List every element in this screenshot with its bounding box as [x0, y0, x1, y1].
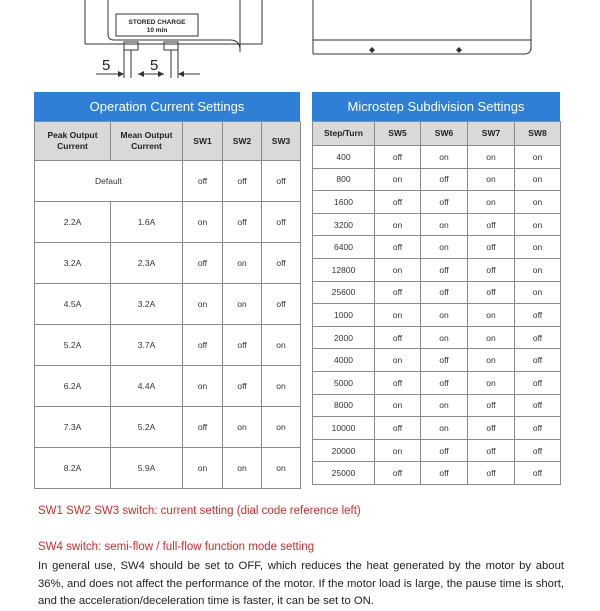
default-sw3: off: [262, 161, 301, 202]
step-turn-cell: 4000: [313, 349, 375, 372]
table-row: [313, 258, 561, 281]
sw8-cell: on: [515, 146, 561, 169]
peak-current-cell: 5.2A: [35, 325, 111, 366]
sw3-cell: on: [262, 407, 301, 448]
header-step-turn: Step/Turn: [313, 122, 375, 146]
table-row: [313, 213, 561, 236]
step-turn-cell: 400: [313, 146, 375, 169]
sw8-cell: on: [515, 191, 561, 214]
step-turn-cell: 3200: [313, 213, 375, 236]
sw3-cell: on: [262, 448, 301, 489]
sw4-note-body: In general use, SW4 should be set to OFF, which reduces the heat generated by the motor by about 36%, and does not affect the performance of the motor. If the motor load is large, the pause time is short, and the acceleration/deceleration time is faster, it can be set to ON.: [38, 560, 564, 607]
table-row: [313, 417, 561, 440]
sw8-cell: off: [515, 349, 561, 372]
sw7-cell: on: [468, 146, 515, 169]
sw2-cell: off: [223, 202, 262, 243]
table-row: [35, 325, 301, 366]
stored-charge-time: 10 min: [146, 27, 168, 34]
microstep-subdivision-grid: [312, 121, 561, 485]
mean-current-cell: 4.4A: [111, 366, 183, 407]
step-turn-cell: 1000: [313, 304, 375, 327]
sw8-cell: on: [515, 213, 561, 236]
mean-current-cell: 3.7A: [111, 325, 183, 366]
sw2-cell: on: [223, 407, 262, 448]
sw6-cell: on: [421, 146, 468, 169]
sw5-cell: on: [375, 258, 421, 281]
sw8-cell: off: [515, 439, 561, 462]
table-header-row: [313, 122, 561, 146]
sw6-cell: off: [421, 371, 468, 394]
sw8-cell: off: [515, 417, 561, 440]
sw1-cell: on: [183, 284, 223, 325]
step-turn-cell: 10000: [313, 417, 375, 440]
dimension-drawing: [0, 0, 600, 88]
header-sw7: SW7: [468, 122, 515, 146]
mean-current-cell: 1.6A: [111, 202, 183, 243]
sw2-cell: on: [223, 448, 262, 489]
header-sw1: SW1: [183, 122, 223, 161]
sw5-cell: off: [375, 281, 421, 304]
dimension-left-label: 5: [102, 57, 111, 74]
sw7-cell: off: [468, 213, 515, 236]
sw3-cell: off: [262, 284, 301, 325]
table-header-row: [35, 122, 301, 161]
sw8-cell: on: [515, 258, 561, 281]
sw2-cell: off: [223, 325, 262, 366]
microstep-subdivision-title: Microstep Subdivision Settings: [312, 92, 560, 121]
peak-current-cell: 6.2A: [35, 366, 111, 407]
sw7-cell: on: [468, 371, 515, 394]
sw7-cell: off: [468, 439, 515, 462]
sw7-cell: on: [468, 349, 515, 372]
mean-current-cell: 2.3A: [111, 243, 183, 284]
sw5-cell: off: [375, 417, 421, 440]
table-row: [35, 366, 301, 407]
header-sw5: SW5: [375, 122, 421, 146]
sw7-cell: off: [468, 394, 515, 417]
step-turn-cell: 6400: [313, 236, 375, 259]
sw7-cell: off: [468, 236, 515, 259]
sw5-cell: on: [375, 213, 421, 236]
peak-current-cell: 2.2A: [35, 202, 111, 243]
mean-current-cell: 5.9A: [111, 448, 183, 489]
step-turn-cell: 2000: [313, 326, 375, 349]
header-sw2: SW2: [223, 122, 262, 161]
sw5-cell: off: [375, 191, 421, 214]
sw2-cell: on: [223, 243, 262, 284]
sw6-cell: off: [421, 191, 468, 214]
sw7-cell: off: [468, 417, 515, 440]
table-row: [35, 448, 301, 489]
sw6-cell: off: [421, 439, 468, 462]
sw7-cell: on: [468, 191, 515, 214]
sw6-cell: on: [421, 213, 468, 236]
sw6-cell: on: [421, 417, 468, 440]
sw8-cell: off: [515, 462, 561, 485]
peak-current-cell: 4.5A: [35, 284, 111, 325]
sw6-cell: off: [421, 258, 468, 281]
sw2-cell: on: [223, 284, 262, 325]
sw5-cell: on: [375, 349, 421, 372]
peak-current-cell: 3.2A: [35, 243, 111, 284]
sw8-cell: on: [515, 236, 561, 259]
sw6-cell: off: [421, 462, 468, 485]
sw6-cell: off: [421, 281, 468, 304]
sw3-cell: off: [262, 243, 301, 284]
default-label: Default: [35, 161, 183, 202]
step-turn-cell: 25000: [313, 462, 375, 485]
table-row: [313, 191, 561, 214]
microstep-subdivision-table: [312, 92, 560, 485]
step-turn-cell: 8000: [313, 394, 375, 417]
operation-current-table: [34, 92, 300, 489]
table-row: [313, 462, 561, 485]
sw3-cell: off: [262, 202, 301, 243]
table-row: [313, 371, 561, 394]
stored-charge-label: STORED CHARGE: [128, 19, 186, 26]
sw1-cell: on: [183, 366, 223, 407]
sw5-cell: on: [375, 394, 421, 417]
sw6-cell: off: [421, 349, 468, 372]
table-row: [35, 243, 301, 284]
step-turn-cell: 5000: [313, 371, 375, 394]
sw8-cell: off: [515, 371, 561, 394]
sw2-cell: off: [223, 366, 262, 407]
step-turn-cell: 25600: [313, 281, 375, 304]
table-row: [313, 168, 561, 191]
sw5-cell: on: [375, 439, 421, 462]
header-mean-output-current: Mean Output Current: [111, 122, 183, 161]
sw1-cell: on: [183, 448, 223, 489]
sw8-cell: on: [515, 281, 561, 304]
sw8-cell: off: [515, 326, 561, 349]
table-row: [313, 326, 561, 349]
sw5-cell: off: [375, 371, 421, 394]
header-sw8: SW8: [515, 122, 561, 146]
sw1-cell: on: [183, 202, 223, 243]
sw3-cell: on: [262, 366, 301, 407]
table-row: [313, 146, 561, 169]
sw7-cell: on: [468, 304, 515, 327]
table-row-default: [35, 161, 301, 202]
sw5-cell: off: [375, 326, 421, 349]
operation-current-grid: [34, 121, 301, 489]
mean-current-cell: 3.2A: [111, 284, 183, 325]
header-sw3: SW3: [262, 122, 301, 161]
driver-outline-drawing: [0, 0, 600, 88]
dimension-right-label: 5: [150, 57, 159, 74]
sw123-note: SW1 SW2 SW3 switch: current setting (dial code reference left): [38, 505, 361, 517]
sw6-cell: on: [421, 394, 468, 417]
peak-current-cell: 7.3A: [35, 407, 111, 448]
sw5-cell: off: [375, 462, 421, 485]
sw8-cell: off: [515, 394, 561, 417]
sw6-cell: on: [421, 304, 468, 327]
sw8-cell: on: [515, 168, 561, 191]
sw7-cell: off: [468, 281, 515, 304]
sw6-cell: on: [421, 326, 468, 349]
table-row: [313, 304, 561, 327]
sw1-cell: off: [183, 407, 223, 448]
default-sw2: off: [223, 161, 262, 202]
step-turn-cell: 20000: [313, 439, 375, 462]
table-row: [313, 439, 561, 462]
sw5-cell: off: [375, 236, 421, 259]
step-turn-cell: 1600: [313, 191, 375, 214]
sw6-cell: off: [421, 168, 468, 191]
peak-current-cell: 8.2A: [35, 448, 111, 489]
sw7-cell: off: [468, 462, 515, 485]
table-row: [35, 284, 301, 325]
table-row: [313, 394, 561, 417]
step-turn-cell: 800: [313, 168, 375, 191]
sw3-cell: on: [262, 325, 301, 366]
table-row: [35, 407, 301, 448]
sw7-cell: off: [468, 258, 515, 281]
sw4-note-title: SW4 switch: semi-flow / full-flow function mode setting: [38, 541, 315, 553]
sw8-cell: off: [515, 304, 561, 327]
sw7-cell: on: [468, 168, 515, 191]
sw7-cell: on: [468, 326, 515, 349]
header-peak-output-current: Peak Output Current: [35, 122, 111, 161]
sw1-cell: off: [183, 243, 223, 284]
step-turn-cell: 12800: [313, 258, 375, 281]
operation-current-title: Operation Current Settings: [34, 92, 300, 121]
sw5-cell: off: [375, 146, 421, 169]
sw1-cell: off: [183, 325, 223, 366]
sw5-cell: on: [375, 304, 421, 327]
sw6-cell: on: [421, 236, 468, 259]
table-row: [313, 236, 561, 259]
sw5-cell: on: [375, 168, 421, 191]
mean-current-cell: 5.2A: [111, 407, 183, 448]
table-row: [35, 202, 301, 243]
header-sw6: SW6: [421, 122, 468, 146]
table-row: [313, 281, 561, 304]
default-sw1: off: [183, 161, 223, 202]
table-row: [313, 349, 561, 372]
